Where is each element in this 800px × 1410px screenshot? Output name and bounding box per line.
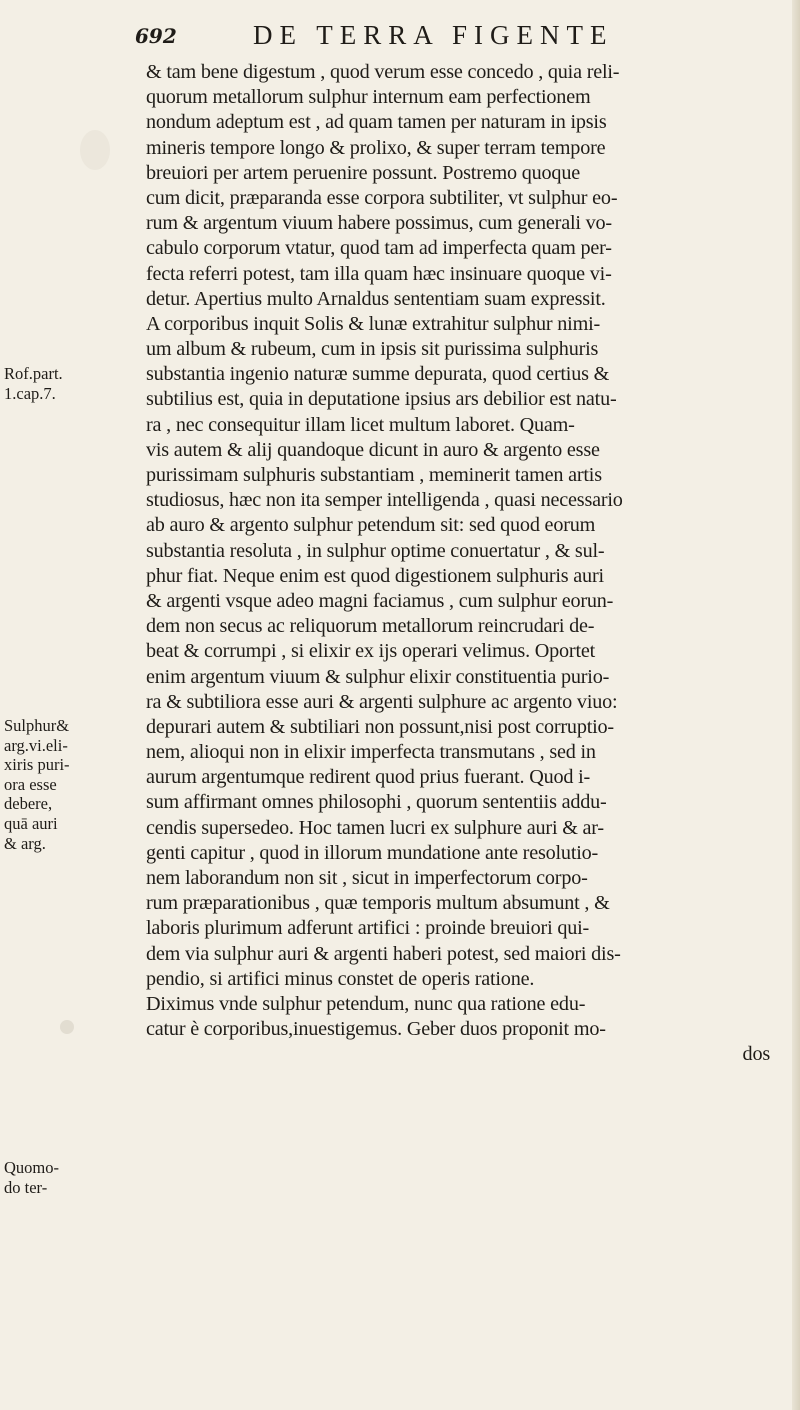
text-line: aurum argentumque redirent quod prius fuerant. Quod i- xyxy=(146,766,591,789)
margin-note-line: Sulphur& xyxy=(4,716,70,735)
margin-note-line: do ter- xyxy=(4,1177,48,1197)
text-line: beat & corrumpi , si elixir ex ijs operari velimus. Oportet xyxy=(146,640,596,663)
text-line: sum affirmant omnes philosophi , quorum sententiis addu- xyxy=(146,791,607,814)
text-line: ab auro & argento sulphur petendum sit: sed quod eorum xyxy=(146,514,596,537)
text-line: & tam bene digestum , quod verum esse concedo , quia reli- xyxy=(146,61,620,83)
margin-note-line: Rof.part. xyxy=(4,364,63,383)
page-edge xyxy=(792,0,800,1410)
text-line: substantia resoluta , in sulphur optime conuertatur , & sul- xyxy=(146,539,605,562)
text-line: dem via sulphur auri & argenti haberi potest, sed maiori dis- xyxy=(146,942,621,965)
page-number: 692 xyxy=(135,24,177,48)
text-line: laboris plurimum adferunt artifici : proinde breuiori qui- xyxy=(146,917,590,940)
text-line: mineris tempore longo & prolixo, & super terram tempore xyxy=(146,136,606,159)
text-line: genti capitur , quod in illorum mundatione ante resolutio- xyxy=(146,841,599,864)
text-line: nem, alioqui non in elixir imperfecta transmutans , sed in xyxy=(146,741,596,764)
text-line: vis autem & alij quandoque dicunt in auro & argento esse xyxy=(146,438,600,461)
running-title: DE TERRA FIGENTE xyxy=(253,20,614,50)
text-line: detur. Apertius multo Arnaldus sententiam suam expressit. xyxy=(146,287,606,310)
text-line: ra & subtiliora esse auri & argenti sulphure ac argento viuo: xyxy=(146,690,618,713)
text-line: phur fiat. Neque enim est quod digestionem sulphuris auri xyxy=(146,564,604,587)
text-line: breuiori per artem peruenire possunt. Postremo quoque xyxy=(146,161,580,184)
margin-note-line: Quomo- xyxy=(4,1158,59,1177)
margin-note-line: xiris puri- xyxy=(4,755,70,775)
text-line: Diximus vnde sulphur petendum, nunc qua ratione edu- xyxy=(146,992,586,1015)
text-line: cabulo corporum vtatur, quod tam ad imperfecta quam per- xyxy=(146,237,612,260)
paper-stain xyxy=(60,1020,74,1034)
margin-note-sulphur xyxy=(4,716,134,853)
text-line: dem non secus ac reliquorum metallorum reincrudari de- xyxy=(146,615,595,638)
margin-note-line: arg.vi.eli- xyxy=(4,735,68,755)
text-line: cendis supersedeo. Hoc tamen lucri ex sulphure auri & ar- xyxy=(146,816,604,839)
margin-note-line: quā auri xyxy=(4,813,58,833)
text-line: purissimam sulphuris substantiam , meminerit tamen artis xyxy=(146,464,602,486)
text-line: um album & rubeum, cum in ipsis sit purissima sulphuris xyxy=(146,338,599,361)
text-line: cum dicit, præparanda esse corpora subtiliter, vt sulphur eo- xyxy=(146,186,618,209)
page-header xyxy=(135,20,785,54)
paper-stain xyxy=(80,130,110,170)
text-line: dos xyxy=(742,1043,770,1066)
margin-note-citation xyxy=(4,364,134,403)
text-line: pendio, si artifici minus constet de operis ratione. xyxy=(146,967,535,990)
text-line: substantia ingenio naturæ summe depurata, quod certius & xyxy=(146,363,610,386)
text-line: quorum metallorum sulphur internum eam perfectionem xyxy=(146,86,591,109)
text-line: nem laborandum non sit , sicut in imperfectorum corpo- xyxy=(146,867,588,889)
text-line: rum præparationibus , quæ temporis multum absumunt , & xyxy=(146,892,610,915)
text-line: enim argentum viuum & sulphur elixir constituentia purio- xyxy=(146,665,610,688)
margin-note-line: 1.cap.7. xyxy=(4,383,56,403)
text-line: ra , nec consequitur illam licet multum laboret. Quam- xyxy=(146,413,575,436)
text-line: nondum adeptum est , ad quam tamen per naturam in ipsis xyxy=(146,111,607,134)
text-line: catur è corporibus,inuestigemus. Geber duos proponit mo- xyxy=(146,1018,606,1041)
text-line: studiosus, hæc non ita semper intelligenda , quasi necessario xyxy=(146,489,623,512)
margin-note-line: ora esse xyxy=(4,774,57,794)
margin-note-line: debere, xyxy=(4,794,53,814)
text-line: A corporibus inquit Solis & lunæ extrahitur sulphur nimi- xyxy=(146,312,601,335)
text-line: & argenti vsque adeo magni faciamus , cum sulphur eorun- xyxy=(146,589,614,612)
body-text xyxy=(146,60,796,1068)
text-line: depurari autem & subtiliari non possunt,nisi post corruptio- xyxy=(146,715,614,738)
margin-note-line: & arg. xyxy=(4,833,46,853)
margin-note-quomodo xyxy=(4,1158,134,1197)
text-line: fecta referri potest, tam illa quam hæc insinuare quoque vi- xyxy=(146,262,612,285)
text-line: rum & argentum viuum habere possimus, cum generali vo- xyxy=(146,212,612,235)
text-line: subtilius est, quia in deputatione ipsius ars debilior est natu- xyxy=(146,388,617,411)
